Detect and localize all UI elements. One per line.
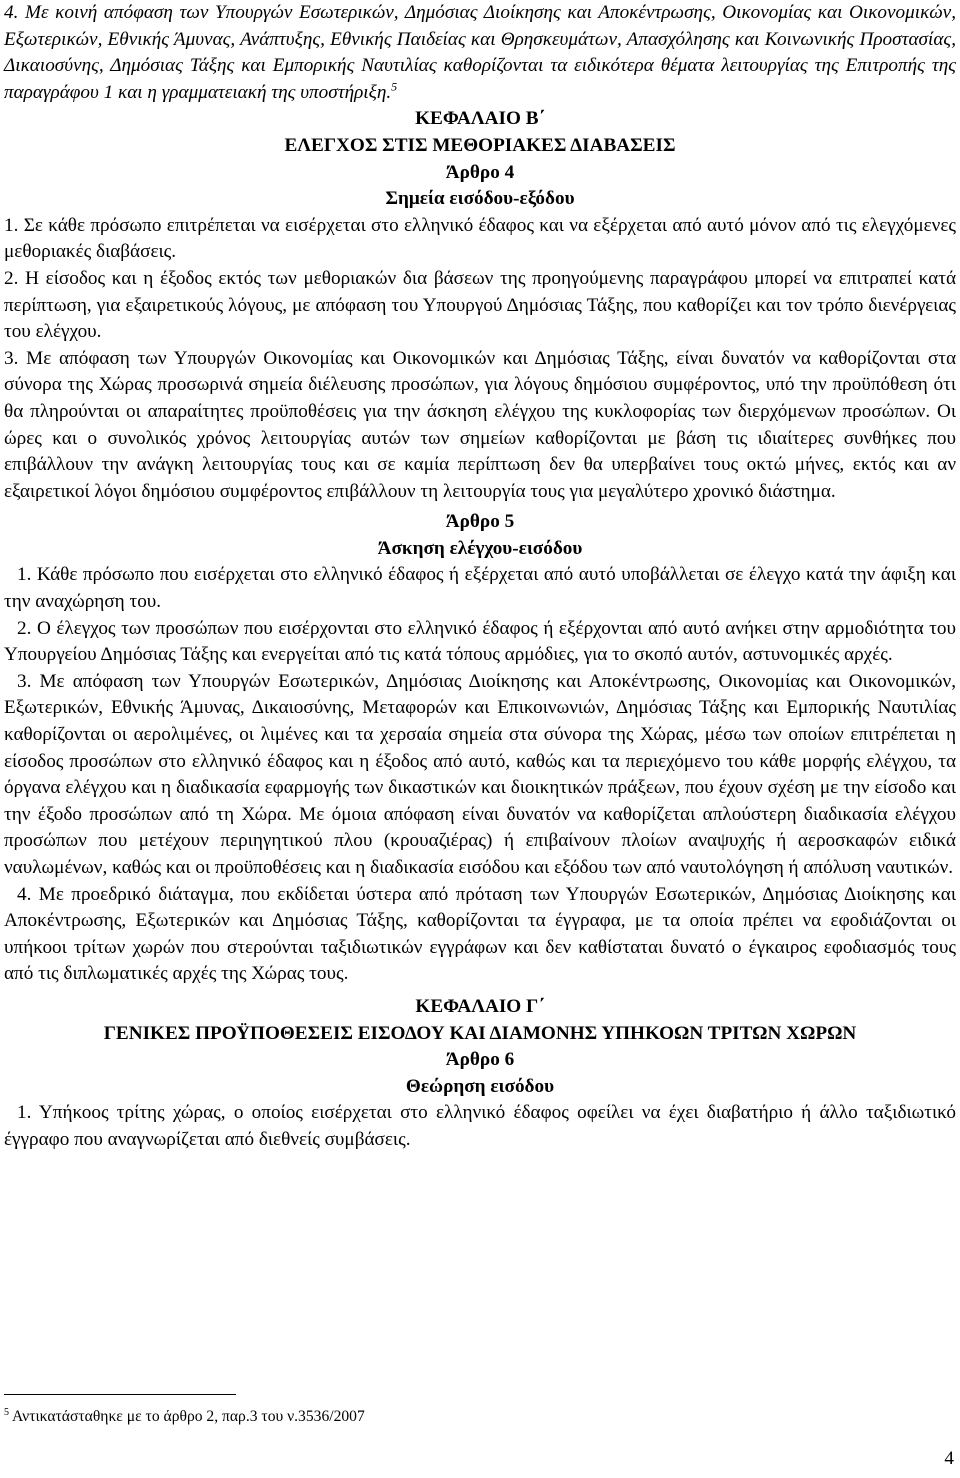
footnote-separator	[4, 1394, 236, 1395]
article-5-title: Άσκηση ελέγχου-εισόδου	[377, 537, 583, 559]
footnote-text: Αντικατάσταθηκε με το άρθρο 2, παρ.3 του ν.3536/2007	[9, 1408, 365, 1425]
article-6-paragraph-1: 1. Υπήκοος τρίτης χώρας, ο οποίος εισέρχεται στο ελληνικό έδαφος οφείλει να έχει διαβατήριο ή άλλο ταξιδιωτικό έγγραφο που αναγνωρίζεται από διεθνείς συμβάσεις.	[4, 1102, 956, 1150]
article-5-paragraph-1: 1. Κάθε πρόσωπο που εισέρχεται στο ελληνικό έδαφος ή εξέρχεται από αυτό υποβάλλεται σε έλεγχο κατά την άφιξη και την αναχώρηση του.	[4, 564, 956, 613]
article-4-title: Σημεία εισόδου-εξόδου	[385, 188, 575, 210]
article-5-paragraph-3: 3. Με απόφαση των Υπουργών Εσωτερικών, Δημόσιας Διοίκησης και Αποκέντρωσης, Οικονομίας και Οικονομικών, Εξωτερικών, Εθνικής Άμυνας, Δικαιοσύνης, Μεταφορών και Επικοινωνιών, Δημόσιας Τάξης και Εμπορικής Ναυτιλίας καθορίζονται οι αερολιμένες, οι λιμένες και τα χερσαία σημεία στα σύνορα της Χώρας, μέσω των οποίων επιτρέπεται η είσοδος προσώπων στο ελληνικό έδαφος και η έξοδος από αυτό, καθώς και τα περιεχόμενο του κάθε μορφής ελέγχου, τα όργανα ελέγχου και η διαδικασία εφαρμογής των δικαστικών και διοικητικών πράξεων, που έχουν σχέση με την είσοδο και την έξοδο προσώπων από τη Χώρα. Με όμοια απόφαση είναι δυνατόν να καθορίζεται απλούστερη διαδικασία ελέγχου προσώπων που μετέχουν περιηγητικού πλου (κρουαζιέρας) ή επιβαίνουν πλοίων αναψυχής ή αεροσκαφών ειδικά ναυλωμένων, καθώς και οι προϋποθέσεις και η διαδικασία εισόδου και εξόδου των από ναυτολόγηση ή απόλυση ναυτικών.	[4, 670, 956, 878]
footnote	[4, 1408, 365, 1426]
article-6-number: Άρθρο 6	[445, 1049, 515, 1071]
article-5-paragraph-4: 4. Με προεδρικό διάταγμα, που εκδίδεται ύστερα από πρόταση των Υπουργών Εσωτερικών, Δημόσιας Διοίκησης και Αποκέντρωσης, Εξωτερικών και Δημόσιας Τάξης, καθορίζονται τα έγγραφα, με τα οποία πρέπει να εφοδιάζονται οι υπήκοοι τρίτων χωρών που στερούνται ταξιδιωτικών εγγράφων και δεν καθίσταται δυνατό ο έγκαιρος εφοδιασμός τους από τις διπλωματικές αρχές της Χώρας τους.	[4, 883, 956, 985]
article-4-paragraph-2: 2. Η είσοδος και η έξοδος εκτός των μεθοριακών δια βάσεων της προηγούμενης παραγράφου μπορεί να επιτραπεί κατά περίπτωση, για εξαιρετικούς λόγους, με απόφαση του Υπουργού Δημόσιας Τάξης, που καθορίζει και τον τρόπο διενέργειας του ελέγχου.	[4, 267, 956, 343]
article-6-title: Θεώρηση εισόδου	[405, 1075, 555, 1097]
article-5-number: Άρθρο 5	[445, 511, 515, 533]
article-4-number: Άρθρο 4	[445, 161, 515, 183]
document-page	[4, 0, 956, 1154]
chapter-b-subtitle: ΕΛΕΓΧΟΣ ΣΤΙΣ ΜΕΘΟΡΙΑΚΕΣ ΔΙΑΒΑΣΕΙΣ	[284, 134, 676, 156]
chapter-b-title: ΚΕΦΑΛΑΙΟ Β΄	[415, 108, 545, 130]
chapter-c-title: ΚΕΦΑΛΑΙΟ Γ΄	[415, 995, 545, 1017]
paragraph-text: 4. Με κοινή απόφαση των Υπουργών Εσωτερικών, Δημόσιας Διοίκησης και Αποκέντρωσης, Οικονομίας και Οικονομικών, Εξωτερικών, Εθνικής Άμυνας, Ανάπτυξης, Εθνικής Παιδείας και Θρησκευμάτων, Απασχόλησης και Κοινωνικής Προστασίας, Δικαιοσύνης, Δημόσιας Τάξης και Εμπορικής Ναυτιλίας καθορίζονται τα ειδικότερα θέματα λειτουργίας της Επιτροπής της παραγράφου 1 και η γραμματειακή της υποστήριξη.	[4, 2, 956, 103]
article-4-paragraph-3: 3. Με απόφαση των Υπουργών Οικονομίας και Οικονομικών και Δημόσιας Τάξης, είναι δυνατόν να καθορίζονται στα σύνορα της Χώρας προσωρινά σημεία διέλευσης προσώπων, για λόγους δημόσιου συμφέροντος, υπό την προϋπόθεση ότι θα πληρούνται οι απαραίτητες προϋποθέσεις για την άσκηση ελέγχου της κυκλοφορίας των διερχόμενων προσώπων. Οι ώρες και ο συνολικός χρόνος λειτουργίας αυτών των σημείων καθορίζονται με βάση τις ιδιαίτερες συνθήκες που επιβάλλουν την ανάγκη λειτουργίας τους και σε καμία περίπτωση δεν θα υπερβαίνει τους οκτώ μήνες, εκτός και αν εξαιρετικοί λόγοι δημόσιου συμφέροντος επιβάλλουν τη λειτουργία τους για μεγαλύτερο χρονικό διάστημα.	[4, 347, 956, 502]
chapter-c-subtitle: ΓΕΝΙΚΕΣ ΠΡΟΫΠΟΘΕΣΕΙΣ ΕΙΣΟΔΟΥ ΚΑΙ ΔΙΑΜΟΝΗΣ ΥΠΗΚΟΩΝ ΤΡΙΤΩΝ ΧΩΡΩΝ	[103, 1022, 857, 1044]
article-4-paragraph-1: 1. Σε κάθε πρόσωπο επιτρέπεται να εισέρχεται στο ελληνικό έδαφος και να εξέρχεται από αυτό μόνον από τις ελεγχόμενες μεθοριακές διαβάσεις.	[4, 214, 956, 263]
footnote-reference: 5	[391, 79, 398, 94]
page-number: 4	[944, 1448, 954, 1469]
previous-article-paragraph-4	[4, 0, 956, 106]
article-5-paragraph-2: 2. Ο έλεγχος των προσώπων που εισέρχονται στο ελληνικό έδαφος ή εξέρχονται από αυτό ανήκει στην αρμοδιότητα του Υπουργείου Δημόσιας Τάξης και ενεργείται από τις κατά τόπους αρμόδιες, για το σκοπό αυτόν, αστυνομικές αρχές.	[4, 617, 956, 666]
footnote-marker: 5	[4, 1406, 9, 1418]
